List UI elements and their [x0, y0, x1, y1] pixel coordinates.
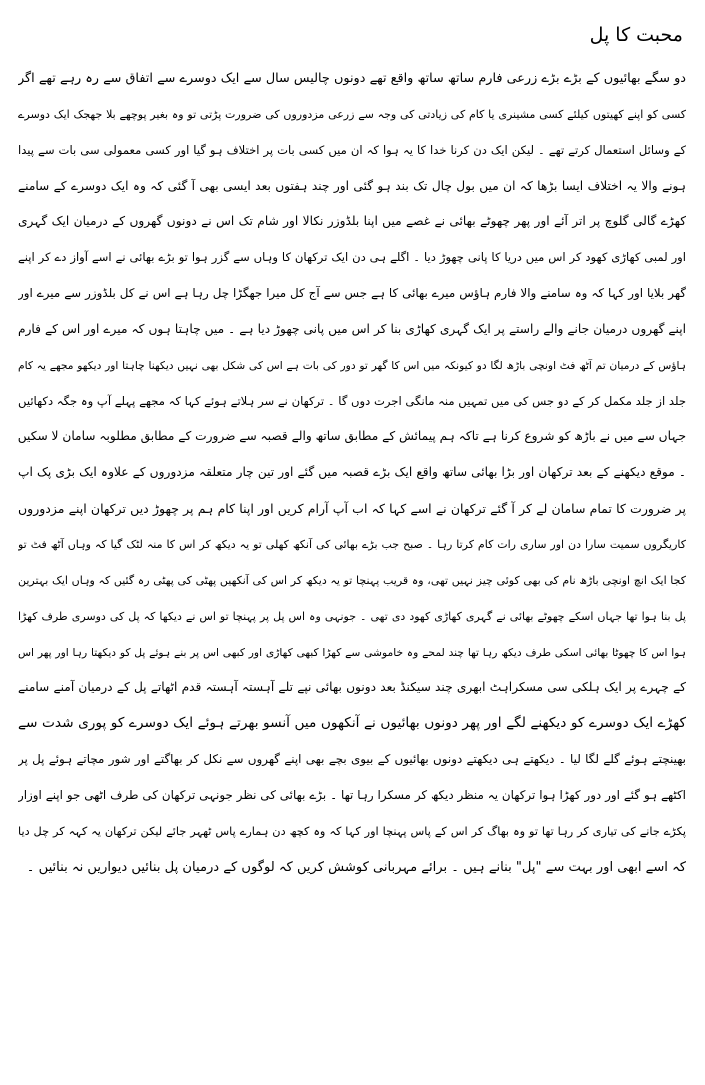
text-line: پکڑے جانے کی تیاری کر رہا تھا تو وہ بھاگ کر اس کے پاس پہنچا اور کہا کہ وہ کچھ دن ہمارے پاس ٹھہر جائے لیکن ترکھان یہ کہہ کر چل دیا: [18, 824, 686, 838]
text-line: اکٹھے ہو گئے اور دور کھڑا ہوا ترکھان یہ منظر دیکھ کر مسکرا رہا تھا ۔ بڑے بھائی کی نظر جونہی ترکھان کی طرف اٹھی جو اپنے اوزار: [18, 787, 686, 802]
text-line: گھر بلایا اور کہا کہ وہ سامنے والا فارم ہاؤس میرے بھائی کا ہے جس سے آج کل میرا جھگڑا چل رہا ہے اس نے کل بلڈوزر سے میرے اور: [18, 286, 686, 301]
text-line: جہاں سے میں نے باڑھ کو شروع کرنا ہے تاکہ ہم پیمائش کے مطابق ساتھ والے قصبہ سے ضرورت کے مطابق مطلوبہ سامان لا سکیں: [18, 429, 686, 444]
text-line: پل بنا ہوا تھا جہاں اسکے چھوٹے بھائی نے گہری کھاڑی کھود دی تھی ۔ جونہی وہ اس پل پر پہنچا تو اس نے دیکھا کہ پل کی دوسری طرف کھڑا: [18, 609, 686, 623]
text-line: ہوا اس کا چھوٹا بھائی اسکی طرف دیکھ رہا تھا چند لمحے وہ خاموشی سے کھڑا کبھی کھاڑی اور کبھی اس پر بنے ہوئے پل کو دیکھتا رہا اور پھر اس: [18, 645, 686, 659]
text-line: ہونے والا یہ اختلاف ایسا بڑھا کہ ان میں بول چال تک بند ہو گئی اور چند ہفتوں بعد ایسی بھی آ گئی کہ وہ ایک دوسرے کے سامنے: [18, 178, 686, 193]
text-line: کاریگروں سمیت سارا دن اور ساری رات کام کرتا رہا ۔ صبح جب بڑے بھائی کی آنکھ کھلی تو یہ دیکھ کر اس کا منہ لٹک گیا کہ وہاں آٹھ فٹ تو: [18, 537, 686, 551]
text-line: کہ اسے ابھی اور بہت سے "پل" بنانے ہیں ۔ برائے مہربانی کوشش کریں کہ لوگوں کے درمیان پل بنائیں دیواریں نہ بنائیں ۔: [26, 859, 686, 875]
text-line: ہاؤس کے درمیان تم آٹھ فٹ اونچی باڑھ لگا دو کیونکہ میں اس کا گھر تو دور کی بات ہے اس کی شکل بھی نہیں دیکھنا چاہتا اور دیکھو مجھے یہ کام: [18, 358, 686, 372]
text-line: اور لمبی کھاڑی کھود کر اس میں دریا کا پانی چھوڑ دیا ۔ اگلے ہی دن ایک ترکھان کا وہاں سے گزر ہوا تو بڑے بھائی نے اسے آواز دے کر اپنے: [18, 250, 686, 265]
text-line: پر ضرورت کا تمام سامان لے کر آ گئے ترکھان نے اسے کہا کہ اب آپ آرام کریں اور اپنا کام ہم پر چھوڑ دیں ترکھان اپنے مزدوروں: [18, 501, 686, 517]
text-line: کھڑے ایک دوسرے کو دیکھنے لگے اور پھر دونوں بھائیوں نے آنکھوں میں آنسو بھرتے ہوئے ایک دوسرے کو پوری شدت سے: [18, 715, 686, 732]
text-line: جلد از جلد مکمل کر کے دو جس کی میں تمہیں منہ مانگی اجرت دوں گا ۔ ترکھان نے سر ہلاتے ہوئے کہا کہ مجھے پہلے آپ وہ جگہ دکھائیں: [18, 393, 686, 408]
text-line: کے وسائل استعمال کرتے تھے ۔ لیکن ایک دن کرنا خدا کا یہ ہوا کہ ان میں کسی بات پر اختلاف ہو گیا اور کسی معمولی سی بات سے پیدا: [18, 142, 686, 157]
text-line: کے چہرے پر ایک ہلکی سی مسکراہٹ ابھری چند سیکنڈ بعد دونوں بھائی نپے تلے آہستہ آہستہ قدم اٹھاتے پل کے درمیان آمنے سامنے: [18, 680, 686, 695]
text-line: کجا ایک انچ اونچی باڑھ نام کی بھی کوئی چیز نہیں تھی، وہ قریب پہنچا تو یہ دیکھ کر اس کی آنکھیں پھٹی کی پھٹی رہ گئیں کہ وہاں ایک بہترین: [18, 573, 686, 587]
text-line: ۔ موقع دیکھنے کے بعد ترکھان اور بڑا بھائی ساتھ واقع ایک بڑے قصبہ میں گئے اور تین چار متعلقہ مزدوروں کے علاوہ ایک بڑی پک اپ: [18, 465, 686, 480]
text-line: اپنے گھروں درمیان جانے والے راستے پر ایک گہری کھاڑی بنا کر اس میں پانی چھوڑ دیا ہے ۔ میں چاہتا ہوں کہ میرے اور اس کے فارم: [18, 321, 686, 336]
text-line: بھینچتے ہوئے گلے لگا لیا ۔ دیکھتے ہی دیکھتے دونوں بھائیوں کے بیوی بچے بھی اپنے گھروں سے نکل کر بھاگتے اور شور مچاتے ہوئے پل پر: [18, 752, 686, 767]
text-line: کسی کو اپنے کھیتوں کیلئے کسی مشینری یا کام کی زیادتی کی وجہ سے زرعی مزدوروں کی ضرورت پڑتی تو وہ بغیر پوچھے بلا جھجک ایک دوسرے: [18, 107, 686, 121]
document-title: محبت کا پل: [589, 24, 683, 46]
text-line: کھڑے گالی گلوچ پر اتر آئے اور پھر چھوٹے بھائی نے غصے میں اپنا بلڈوزر نکالا اور شام تک اس نے دونوں گھروں کے درمیان ایک گہری: [18, 214, 686, 229]
document-body: [18, 61, 686, 885]
text-line: دو سگے بھائیوں کے بڑے بڑے زرعی فارم ساتھ ساتھ واقع تھے دونوں چالیس سال سے ایک دوسرے سے اتفاق سے رہ رہے تھے اگر: [18, 71, 686, 86]
